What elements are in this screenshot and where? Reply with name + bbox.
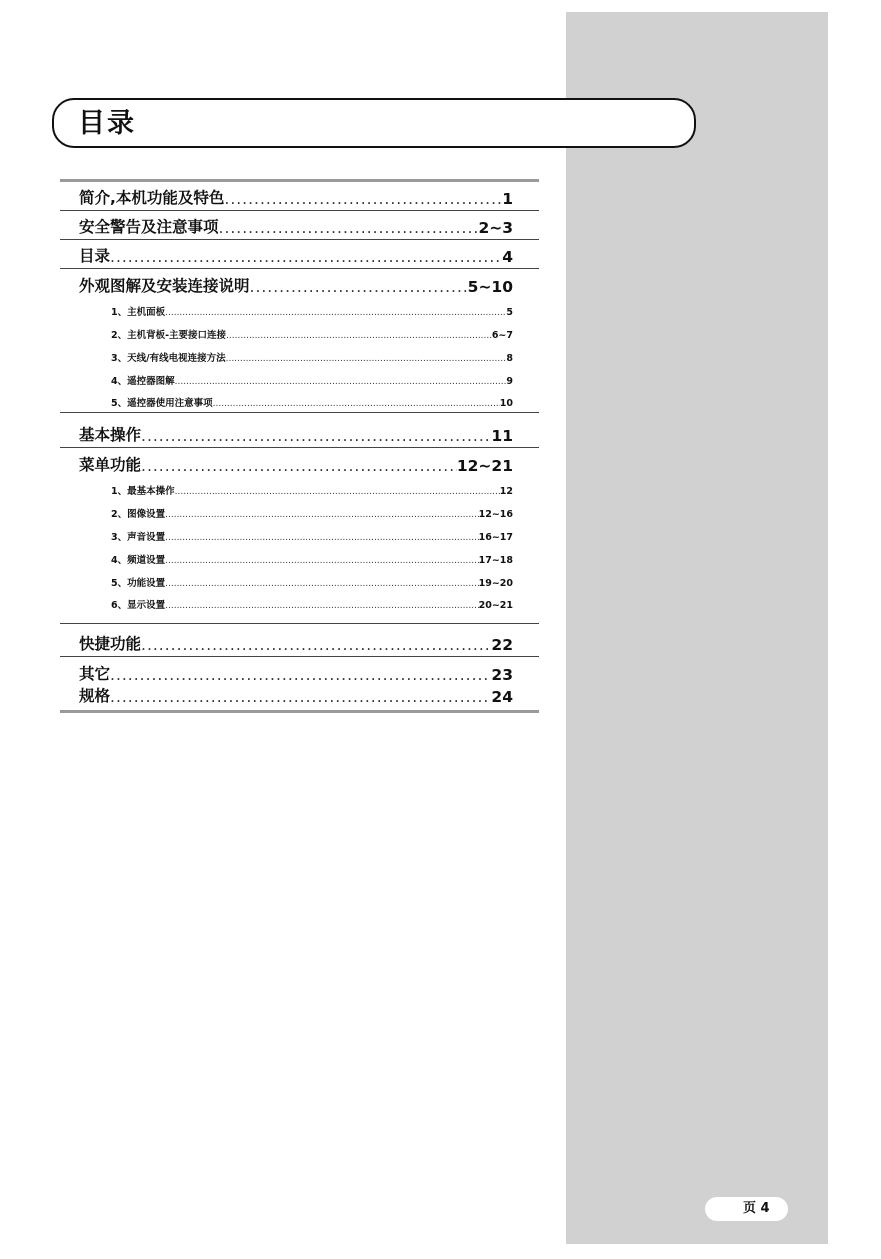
toc-subentry[interactable] [60, 500, 539, 523]
dot-leader [165, 579, 478, 589]
toc-entry-page: 2~3 [478, 219, 513, 237]
toc-subentry[interactable] [60, 546, 539, 569]
dot-leader [213, 399, 500, 409]
toc-subentry-title: 5、功能设置 [111, 578, 166, 589]
toc-entry[interactable] [60, 211, 539, 240]
toc-entry-title: 其它 [79, 665, 111, 683]
toc-entry-page: 1 [502, 190, 513, 208]
toc-subentry-page: 6~7 [491, 330, 513, 341]
title-frame [52, 98, 696, 148]
toc-subentry[interactable] [60, 390, 539, 413]
toc-subentry-page: 8 [506, 353, 513, 364]
toc-subentry[interactable] [60, 592, 539, 624]
dot-leader [141, 427, 491, 445]
toc-entry-title: 简介,本机功能及特色 [79, 189, 225, 207]
toc-entry-page: 4 [502, 248, 513, 266]
toc-entry-title: 菜单功能 [79, 456, 142, 474]
dot-leader [175, 377, 507, 387]
toc-entry-title: 快捷功能 [79, 635, 142, 653]
toc-subentry-title: 3、声音设置 [111, 532, 166, 543]
gray-sidebar [566, 12, 828, 1244]
toc-subentry-page: 5 [506, 307, 513, 318]
toc-subentry-title: 2、主机背板-主要接口连接 [111, 330, 227, 341]
dot-leader [226, 354, 507, 364]
table-of-contents [60, 179, 539, 713]
toc-entry[interactable] [60, 448, 539, 477]
dot-leader [219, 219, 479, 237]
page-number-label: 页 4 [743, 1201, 770, 1216]
toc-subentry-title: 6、显示设置 [111, 600, 166, 611]
page-title: 目录 [78, 108, 136, 139]
toc-subentry-title: 2、图像设置 [111, 509, 166, 520]
toc-entry-page: 22 [491, 636, 513, 654]
toc-subentry[interactable] [60, 367, 539, 390]
toc-subentry[interactable] [60, 321, 539, 344]
toc-entry[interactable] [60, 182, 539, 211]
dot-leader [165, 510, 478, 520]
toc-subentry-title: 4、遥控器图解 [111, 376, 175, 387]
toc-entry[interactable] [60, 657, 539, 686]
toc-entry-page: 12~21 [456, 457, 513, 475]
toc-entry-title: 安全警告及注意事项 [79, 218, 219, 236]
toc-subentry-page: 17~18 [478, 555, 513, 566]
toc-subentry-title: 1、主机面板 [111, 307, 166, 318]
dot-leader [226, 331, 492, 341]
dot-leader [110, 666, 491, 684]
toc-entry-title: 目录 [79, 247, 111, 265]
toc-subentry-page: 16~17 [478, 532, 513, 543]
toc-subentry-page: 20~21 [478, 600, 513, 611]
toc-subentry[interactable] [60, 569, 539, 592]
toc-entry-page: 23 [491, 666, 513, 684]
dot-leader [141, 457, 457, 475]
toc-entry-page: 11 [491, 427, 513, 445]
dot-leader [165, 601, 478, 611]
dot-leader [224, 190, 502, 208]
toc-bottom-bar [60, 710, 539, 713]
toc-subentry[interactable] [60, 477, 539, 500]
toc-subentry-title: 1、最基本操作 [111, 486, 175, 497]
toc-entry[interactable] [60, 240, 539, 269]
toc-entry[interactable] [60, 419, 539, 448]
toc-subentry-page: 9 [506, 376, 513, 387]
toc-subentry-title: 3、天线/有线电视连接方法 [111, 353, 226, 364]
toc-subentry[interactable] [60, 344, 539, 367]
toc-entry[interactable] [60, 269, 539, 298]
toc-subentry[interactable] [60, 298, 539, 321]
dot-leader [165, 308, 506, 318]
toc-entry-page: 5~10 [467, 278, 513, 296]
toc-entry[interactable] [60, 624, 539, 657]
toc-entry[interactable] [60, 686, 539, 708]
toc-subentry-page: 10 [499, 398, 513, 409]
toc-entry-title: 规格 [79, 687, 111, 705]
toc-subentry-page: 12~16 [478, 509, 513, 520]
toc-subentry-title: 5、遥控器使用注意事项 [111, 398, 213, 409]
toc-entry-title: 基本操作 [79, 426, 142, 444]
dot-leader [165, 533, 478, 543]
toc-subentry-page: 12 [499, 486, 513, 497]
toc-entry-page: 24 [491, 688, 513, 706]
dot-leader [110, 688, 491, 706]
dot-leader [110, 248, 502, 266]
toc-entry-title: 外观图解及安装连接说明 [79, 277, 250, 295]
toc-subentry-title: 4、频道设置 [111, 555, 166, 566]
dot-leader [141, 636, 491, 654]
dot-leader [250, 278, 468, 296]
dot-leader [175, 487, 500, 497]
toc-subentry-page: 19~20 [478, 578, 513, 589]
dot-leader [165, 556, 478, 566]
toc-subentry[interactable] [60, 523, 539, 546]
